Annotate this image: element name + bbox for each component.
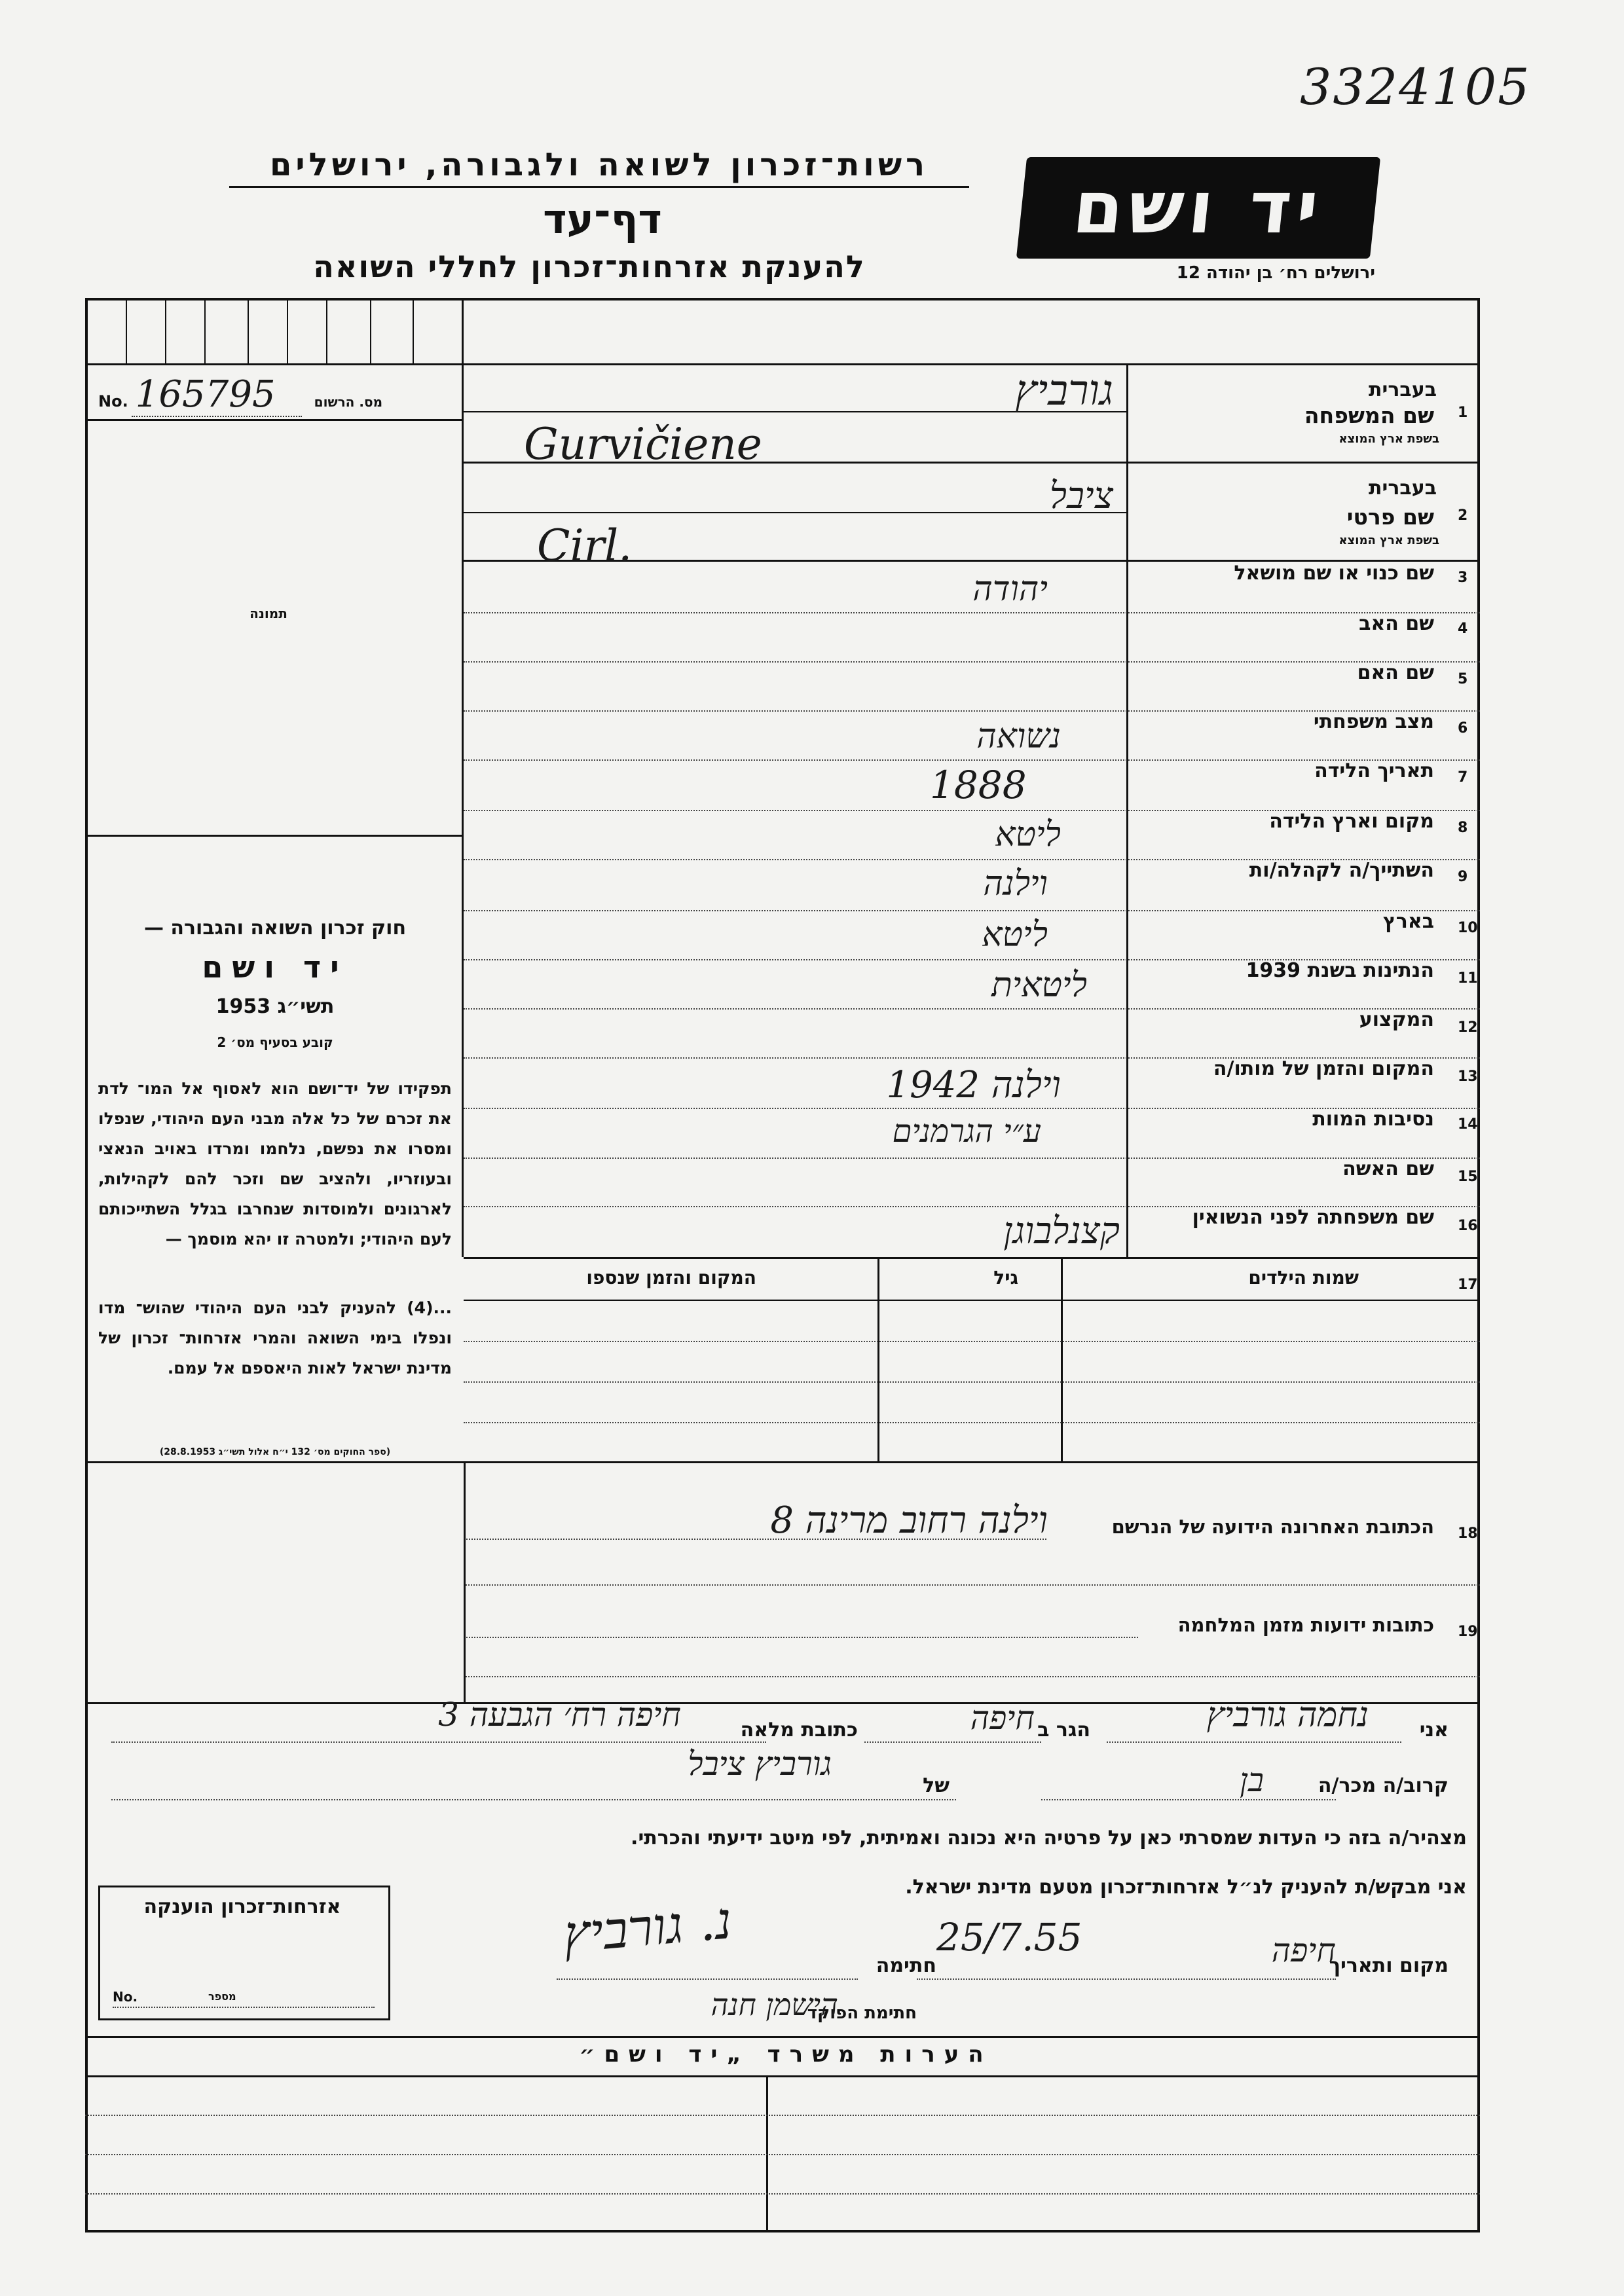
- decl-statement-2: אני מבקש/ת להעניק לנ״ל אזרחות־זכרון מטעם מדינת ישראל.: [905, 1876, 1467, 1899]
- field-9-number: 9: [1458, 869, 1468, 885]
- header-authority: רשות־זכרון לשואה ולגבורה, ירושלים: [229, 147, 969, 188]
- field-5-number: 5: [1458, 671, 1468, 687]
- field-5-label: שם האם: [1357, 661, 1434, 684]
- field-8-value: ליטא: [995, 815, 1061, 854]
- registration-value: 165795: [132, 373, 302, 417]
- field-17-number: 17: [1458, 1277, 1478, 1293]
- decl-city: חיפה: [970, 1699, 1035, 1737]
- field-14-value: ע״י הגרמנים: [892, 1113, 1041, 1150]
- yad-vashem-logo: [1016, 157, 1380, 259]
- field-8-label: מקום וארץ הלידה: [1269, 810, 1434, 833]
- field-6-number: 6: [1458, 720, 1468, 737]
- field-10-value: ליטא: [982, 915, 1048, 955]
- field-2-label: שם פרטי: [1346, 504, 1434, 530]
- field-16-value: קצנלבוגן: [1003, 1210, 1120, 1252]
- law-citation: (ספר החוקים מס׳ 132 י״ח אלול תשי״ג 28.8.1953): [159, 1447, 391, 1457]
- field-19-label: כתובות ידועות מזמן המלחמה: [1177, 1614, 1434, 1636]
- field-1-number: 1: [1458, 405, 1468, 421]
- decl-date: 25/7.55: [936, 1915, 1082, 1959]
- field-16-number: 16: [1458, 1218, 1478, 1234]
- children-col-names: שמות הילדים: [1248, 1267, 1359, 1288]
- decl-officer: הישמן חנה: [710, 1987, 838, 2022]
- award-box-title: אזרחות־זכרון הוענקה: [143, 1895, 341, 1918]
- children-col-place: המקום והזמן שנספו: [586, 1267, 756, 1288]
- decl-of-label: של: [923, 1774, 950, 1797]
- field-6-value: נשואה: [976, 717, 1061, 756]
- field-10-label: בארץ: [1382, 910, 1434, 933]
- field-15-label: שם האשה: [1342, 1157, 1434, 1180]
- law-paragraph-1: תפקידו של יד־ושם הוא לאסוף אל המו־ לדת את זכרם של כל אלה מבני העם היהודי, שנפלו ומסרו את נפשם, נלחמו ומרדו באויב הנאצי ובעוזריו, ולהציב שם וזכר להם לקהילות, לארגונים ולמוסדות שנחרבו בגלל השתייכותם לעם היהודי; ולמטרה זו יהא מוסמך —: [98, 1079, 452, 1248]
- field-11-number: 11: [1458, 970, 1478, 987]
- field-10-number: 10: [1458, 920, 1478, 936]
- field-4-label: שם האב: [1359, 612, 1434, 635]
- decl-address: חיפה רח׳ הגבעה 3: [438, 1696, 681, 1734]
- field-14-number: 14: [1458, 1116, 1478, 1133]
- field-1-sub-origin: בשפת ארץ המוצא: [1338, 432, 1439, 446]
- decl-relative-label: קרוב/ה מכר/ה: [1318, 1774, 1449, 1797]
- field-3-number: 3: [1458, 570, 1468, 586]
- field-14-label: נסיבות המוות: [1312, 1108, 1434, 1131]
- law-paragraph-2: ...(4) להעניק לבני העם היהודי שהוש־ מדו ונפלו בימי השואה והמרי אזרחות־ זכרון של מדינת ישראל לאות היאספם אל עמם.: [98, 1298, 452, 1377]
- decl-resident-label: הגר ב: [1037, 1719, 1090, 1741]
- field-9-label: השתייך/ה לקהלה/ות: [1249, 859, 1434, 882]
- field-18-value: וילנה רחוב מרינה 8: [770, 1499, 1048, 1542]
- field-7-number: 7: [1458, 769, 1468, 786]
- logo-text: יד ושם: [1069, 166, 1328, 249]
- field-1-sub-hebrew: בעברית: [1369, 378, 1437, 401]
- field-13-number: 13: [1458, 1068, 1478, 1085]
- field-1-value-hebrew: גורביץ: [1015, 367, 1113, 415]
- field-1-label: שם המשפחה: [1304, 403, 1434, 428]
- header-subtitle: להענקת אזרחות־זכרון לחללי השואה: [313, 249, 866, 284]
- law-clause: קובע בסעיף מס׳ 2: [217, 1034, 333, 1050]
- law-title: חוק זכרון השואה והגבורה —: [143, 917, 407, 939]
- archive-number: 3324105: [1300, 58, 1531, 116]
- photo-label: תמונה: [249, 606, 287, 621]
- field-12-label: המקצוע: [1359, 1008, 1434, 1031]
- field-18-label: הכתובת האחרונה הידועה של הנרשם: [1111, 1516, 1434, 1538]
- decl-signature: נ. גורביץ: [561, 1891, 735, 1965]
- children-col-age: גיל: [993, 1267, 1018, 1288]
- award-box-no-label: No.: [113, 1989, 138, 2005]
- registration-prefix: No.: [98, 392, 128, 410]
- field-2-value-hebrew: ציבל: [1049, 475, 1113, 517]
- field-2-value-origin: Cirl.: [537, 520, 633, 571]
- decl-relation: בן: [1240, 1761, 1264, 1799]
- field-11-label: הנתינות בשנת 1939: [1246, 959, 1434, 982]
- remarks-title: הערות משרד „יד ושם״: [579, 2041, 993, 2068]
- field-7-label: תאריך הלידה: [1314, 759, 1434, 782]
- field-12-number: 12: [1458, 1019, 1478, 1036]
- field-2-number: 2: [1458, 507, 1468, 524]
- registration-label: מס. הרשום: [314, 394, 383, 410]
- decl-i-label: אני: [1419, 1719, 1449, 1741]
- decl-address-label: כתובת מלאה: [740, 1719, 858, 1741]
- decl-of-value: גורביץ ציבל: [688, 1745, 832, 1783]
- field-15-number: 15: [1458, 1169, 1478, 1185]
- field-13-value: וילנה 1942: [886, 1064, 1061, 1106]
- header-title: דף־עד: [543, 195, 662, 243]
- field-6-label: מצב משפחתי: [1313, 710, 1434, 733]
- field-3-label: שם כנוי או שם מושאל: [1234, 562, 1434, 585]
- registration-number: [98, 373, 452, 416]
- award-box-no-label-he: מספר: [208, 1990, 236, 2003]
- field-1-value-origin: Gurvičiene: [524, 419, 762, 469]
- field-2-sub-hebrew: בעברית: [1369, 477, 1437, 500]
- decl-officer-label: חתימת הפוקד: [807, 2003, 917, 2023]
- field-18-number: 18: [1458, 1525, 1478, 1542]
- field-2-sub-origin: בשפת ארץ המוצא: [1338, 534, 1439, 547]
- field-3-value: יהודה: [972, 570, 1048, 609]
- law-name: יד ושם: [202, 949, 348, 985]
- decl-signature-label: חתימה: [876, 1954, 936, 1977]
- law-year: תשי״ג 1953: [215, 995, 335, 1018]
- decl-statement-1: מצהיר/ה בזה כי העדות שמסרתי כאן על פרטיה היא נכונה ואמיתית, לפי מיטב ידיעתי והכרתי.: [631, 1827, 1467, 1850]
- field-13-label: המקום והזמן של מותו/ה: [1213, 1057, 1434, 1080]
- header-address: ירושלים רח׳ בן יהודה 12: [1176, 263, 1375, 283]
- field-9-value: וילנה: [983, 864, 1048, 903]
- field-7-value: 1888: [930, 763, 1027, 807]
- decl-place-date-label: מקום ותאריך: [1329, 1954, 1449, 1977]
- field-4-number: 4: [1458, 621, 1468, 637]
- field-19-number: 19: [1458, 1624, 1478, 1640]
- field-16-label: שם משפחתה לפני הנשואין: [1192, 1206, 1434, 1229]
- field-8-number: 8: [1458, 820, 1468, 836]
- decl-place: חיפה: [1271, 1931, 1336, 1969]
- decl-declarant: נחמה גורביץ: [1206, 1696, 1369, 1735]
- field-11-value: ליטאית: [991, 966, 1087, 1005]
